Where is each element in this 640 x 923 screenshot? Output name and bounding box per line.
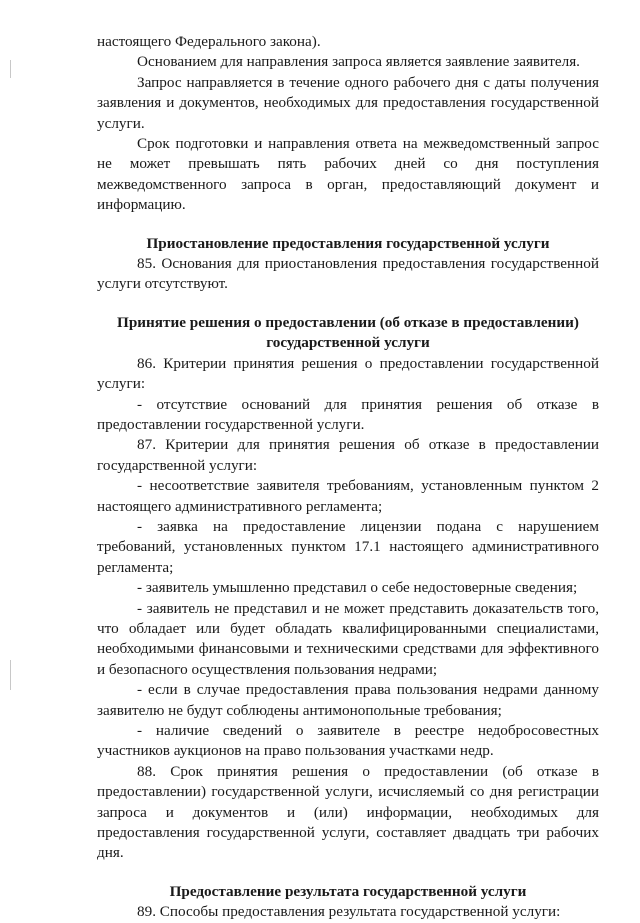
list-item: - заявка на предоставление лицензии подана с нарушением требований, установленных пунктом 17.1 настоящего административного регламента; <box>97 517 599 576</box>
scan-artifact <box>10 60 11 78</box>
scan-artifact <box>10 660 11 690</box>
paragraph: 88. Срок принятия решения о предоставлении (об отказе в предоставлении) государственной услуги, исчисляемый со дня регистрации запроса и документов и (или) информации, необходимых для предоставления государственной услуги, составляет двадцать три рабочих дня. <box>97 762 599 862</box>
paragraph: 89. Способы предоставления результата государственной услуги: <box>137 903 561 921</box>
paragraph: 85. Основания для приостановления предоставления государственной услуги отсутствуют. <box>97 255 599 293</box>
paragraph: настоящего Федерального закона). <box>97 33 321 50</box>
list-item: - заявитель не представил и не может представить доказательств того, что обладает или будет обладать квалифицированными специалистами, необходимыми финансовыми и техническими средствами для эффективного и безопасного осуществления пользования недрами; <box>97 599 599 678</box>
list-item: - заявитель умышленно представил о себе недостоверные сведения; <box>137 579 578 597</box>
paragraph: 86. Критерии принятия решения о предоставлении государственной услуги: <box>97 354 599 393</box>
section-heading: Принятие решения о предоставлении (об отказе в предоставлении) государственной услуги <box>117 313 579 352</box>
list-item: - отсутствие оснований для принятия решения об отказе в предоставлении государственной услуги. <box>97 395 599 433</box>
list-item: - несоответствие заявителя требованиям, установленным пунктом 2 настоящего административного регламента; <box>97 477 599 515</box>
list-item: - наличие сведений о заявителе в реестре недобросовестных участников аукционов на право пользования участками недр. <box>97 722 599 760</box>
document-page <box>97 32 599 923</box>
list-item: - если в случае предоставления права пользования недрами данному заявителю не будут соблюдены антимонопольные требования; <box>97 681 599 719</box>
paragraph: Срок подготовки и направления ответа на межведомственный запрос не может превышать пять рабочих дней со дня поступления межведомственного запроса в орган, предоставляющий документ и информацию. <box>97 135 599 214</box>
section-heading: Предоставление результата государственной услуги <box>169 882 527 900</box>
paragraph: 87. Критерии для принятия решения об отказе в предоставлении государственной услуги: <box>97 436 599 474</box>
paragraph: Запрос направляется в течение одного рабочего дня с даты получения заявления и документов, необходимых для предоставления государственной услуги. <box>97 73 599 132</box>
paragraph: Основанием для направления запроса является заявление заявителя. <box>137 53 580 71</box>
section-heading: Приостановление предоставления государственной услуги <box>146 234 550 252</box>
